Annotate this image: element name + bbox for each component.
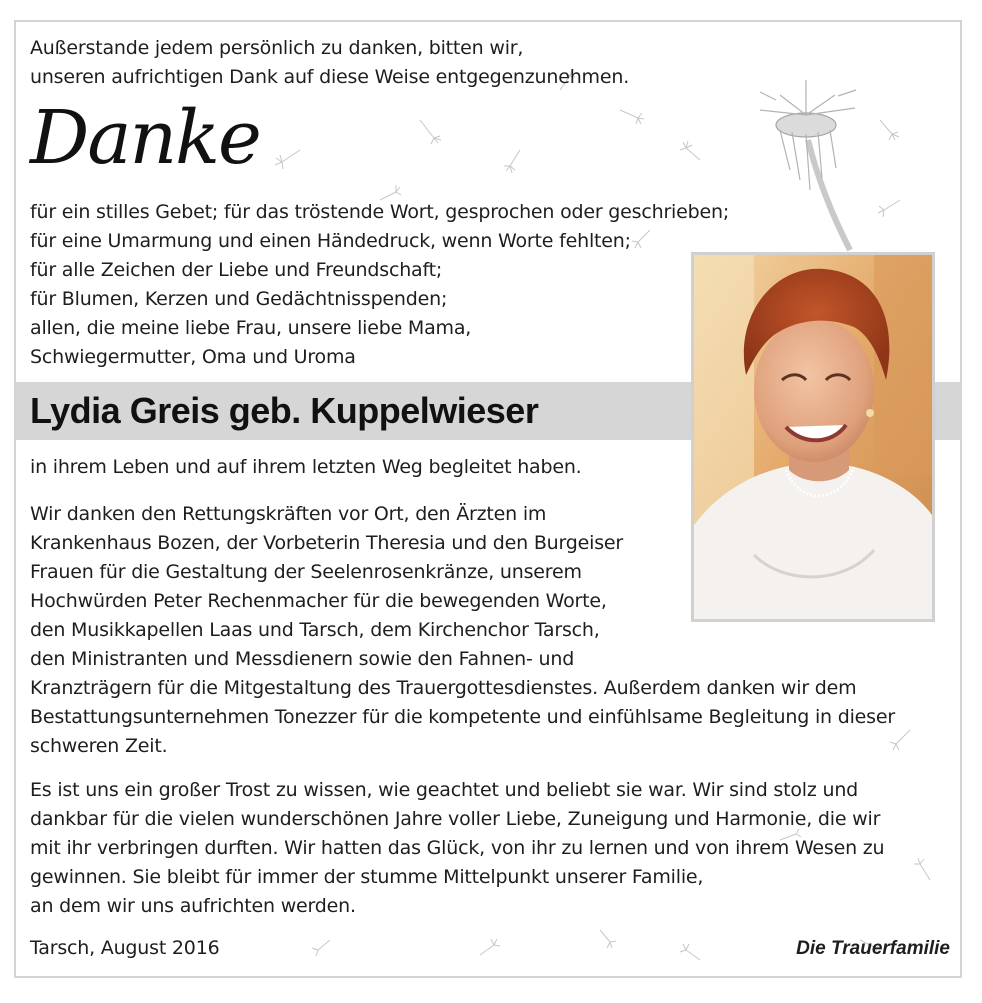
thanks-line: Bestattungsunternehmen Tonezzer für die kompetente und einfühlsame Begleitung in dieser <box>30 706 895 728</box>
thanks-line: Hochwürden Peter Rechenmacher für die bewegenden Worte, <box>30 590 607 612</box>
reason-line: allen, die meine liebe Frau, unsere liebe Mama, <box>30 317 472 339</box>
reason-line: für eine Umarmung und einen Händedruck, wenn Worte fehlten; <box>30 230 631 252</box>
thanks-line: schweren Zeit. <box>30 735 168 757</box>
intro-line-1: Außerstande jedem persönlich zu danken, bitten wir, <box>30 37 524 59</box>
thanks-line: den Musikkapellen Laas und Tarsch, dem Kirchenchor Tarsch, <box>30 619 600 641</box>
reason-line: für Blumen, Kerzen und Gedächtnisspenden; <box>30 288 448 310</box>
closing-line: mit ihr verbringen durften. Wir hatten das Glück, von ihr zu lernen und von ihrem Wesen zu <box>30 837 885 859</box>
thanks-paragraph <box>30 500 895 761</box>
reasons-list <box>30 198 729 372</box>
thanks-line: Krankenhaus Bozen, der Vorbeterin Theresia und den Burgeiser <box>30 532 624 554</box>
thanks-line: Frauen für die Gestaltung der Seelenrosenkränze, unserem <box>30 561 582 583</box>
closing-line: gewinnen. Sie bleibt für immer der stumme Mittelpunkt unserer Familie, <box>30 866 704 888</box>
closing-paragraph <box>30 776 884 921</box>
thanks-line: Wir danken den Rettungskräften vor Ort, den Ärzten im <box>30 503 547 525</box>
reason-line: für alle Zeichen der Liebe und Freundschaft; <box>30 259 443 281</box>
intro-line-2: unseren aufrichtigen Dank auf diese Weise entgegenzunehmen. <box>30 66 630 88</box>
accompanied-line: in ihrem Leben und auf ihrem letzten Weg begleitet haben. <box>30 456 582 478</box>
closing-line: Es ist uns ein großer Trost zu wissen, wie geachtet und beliebt sie war. Wir sind stolz und <box>30 779 859 801</box>
deceased-name: Lydia Greis geb. Kuppelwieser <box>30 390 539 431</box>
intro-text <box>30 34 629 92</box>
danke-heading: Danke <box>30 95 260 181</box>
reason-line: Schwiegermutter, Oma und Uroma <box>30 346 356 368</box>
thanks-line: den Ministranten und Messdienern sowie den Fahnen- und <box>30 648 575 670</box>
signature: Die Trauerfamilie <box>796 938 950 959</box>
place-date: Tarsch, August 2016 <box>30 937 220 959</box>
closing-line: an dem wir uns aufrichten werden. <box>30 895 356 917</box>
closing-line: dankbar für die vielen wunderschönen Jahre voller Liebe, Zuneigung und Harmonie, die wir <box>30 808 881 830</box>
reason-line: für ein stilles Gebet; für das tröstende Wort, gesprochen oder geschrieben; <box>30 201 730 223</box>
thanks-line: Kranzträgern für die Mitgestaltung des Trauergottesdienstes. Außerdem danken wir dem <box>30 677 857 699</box>
